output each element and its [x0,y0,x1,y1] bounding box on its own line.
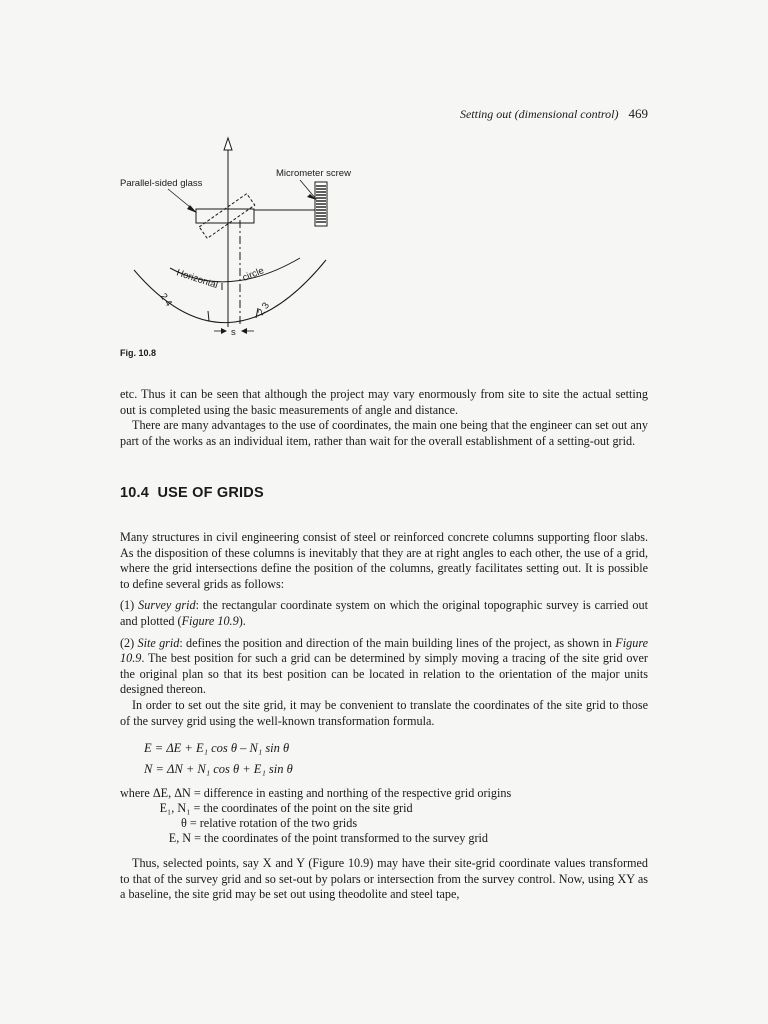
paragraph-many: Many structures in civil engineering consist of steel or reinforced concrete columns supporting floor slabs. As the disposition of these columns is inevitably that they are at right angles to each other, the use of a grid, where the grid intersections define the position of the columns, greatly facilitates setting out. It is possible to define several grids as follows: [120,530,648,591]
section-number: 10.4 [120,485,150,501]
definition-line: where ΔE, ΔN = difference in easting and northing of the respective grid origins [120,786,512,800]
list-item-site-grid: (2) Site grid: defines the position and direction of the main building lines of the project, as shown in Figure 10.9. The best position for such a grid can be determined by simply moving a tracing of the site grid over the original plan so that its best position can be located in relation to the orientation of the major units designed thereon. [120,635,649,697]
paragraph-in-order: In order to set out the site grid, it may be convenient to translate the coordinates of the site grid to those of the survey grid using the well-known transformation formula. [120,697,648,728]
outer-circle-arc [134,260,326,323]
label-24: 2 4 [157,291,175,309]
label-circle: circle [241,265,266,284]
label-glass: Parallel-sided glass [120,178,203,189]
section-body [120,530,648,729]
label-s: s [231,327,236,338]
paragraph-etc: etc. Thus it can be seen that although the project may vary enormously from site to site the actual setting out is completed using the basic measurements of angle and distance. [120,387,648,417]
page-number: 469 [628,106,648,121]
glass-plate-tilted [199,194,255,239]
arrow-icon [221,328,227,334]
list-item-survey-grid: (1) Survey grid: the rectangular coordinate system on which the original topographic survey is carried out and plotted (Figure 10.9). [120,598,649,628]
arrow-icon [241,328,247,334]
section-heading [120,485,264,501]
label-23: 2 3 [255,300,273,318]
label-screw: Micrometer screw [276,168,351,179]
micrometer-knurl [316,186,326,222]
definition-line: E, N = the coordinates of the point transformed to the survey grid [120,831,489,845]
running-title: Setting out (dimensional control) [459,107,619,121]
equation-easting: E = ΔE + E₁ cos θ – N₁ sin θ [144,741,290,755]
figure-micrometer-diagram [0,0,768,360]
section-title: USE OF GRIDS [157,485,264,501]
paragraph-thus: Thus, selected points, say X and Y (Figure 10.9) may have their site-grid coordinate values transformed to that of the survey grid and so set-out by polars or intersection from the survey control. Now, using XY as a baseline, the site grid may be set out using theodolite and steel tape, [120,856,648,902]
definition-line: E₁, N₁ = the coordinates of the point on the site grid [120,801,413,815]
definition-line: θ = relative rotation of the two grids [120,816,358,830]
arrow-up-icon [224,138,232,150]
intro-text [120,387,648,449]
equation-northing: N = ΔN + N₁ cos θ + E₁ sin θ [144,762,293,776]
glass-plate [196,209,254,223]
paragraph-advantages: There are many advantages to the use of coordinates, the main one being that the engineer can set out any part of the works as an individual item, rather than wait for the overall establishment of a setting-out grid. [120,418,648,448]
figure-caption: Fig. 10.8 [120,348,157,358]
where-definitions [120,786,511,846]
label-horizontal: Horizontal [175,267,220,292]
